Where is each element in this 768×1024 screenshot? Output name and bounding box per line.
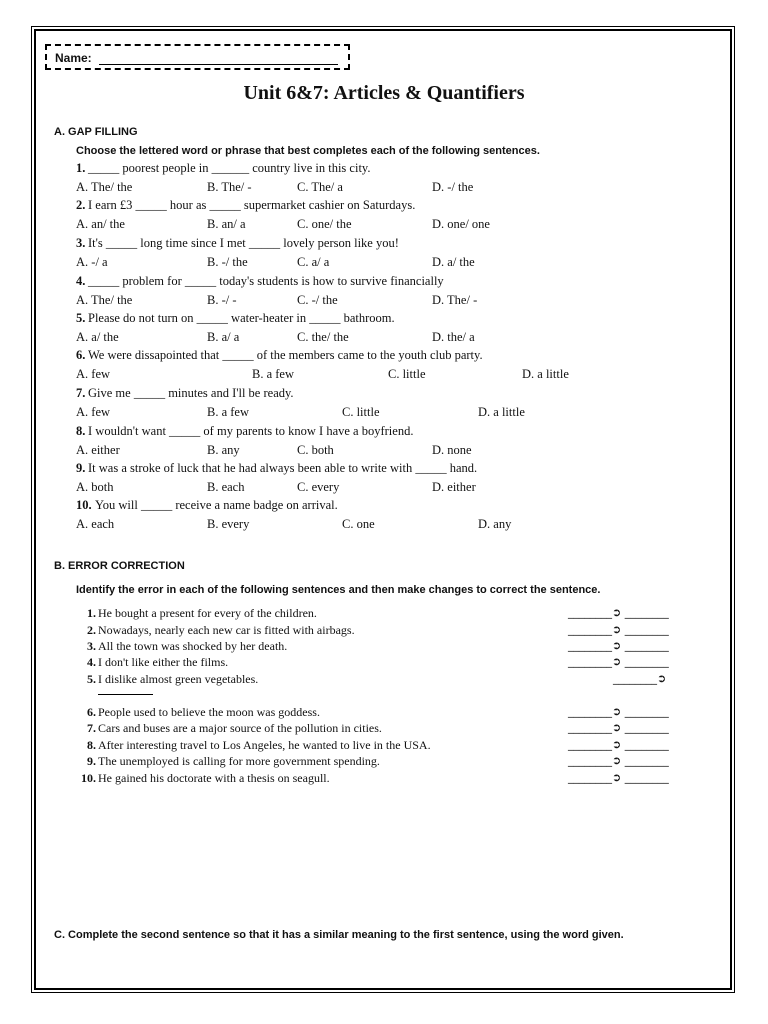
answer-option[interactable]: B. -/ the	[207, 255, 248, 269]
error-item	[78, 655, 698, 671]
error-item	[78, 606, 698, 622]
answer-option[interactable]: C. a/ a	[297, 255, 330, 269]
options-row	[0, 180, 768, 198]
question-text: Please do not turn on _____ water-heater in _____ bathroom.	[88, 311, 395, 325]
error-item	[78, 639, 698, 655]
question-number: 3.	[76, 236, 86, 250]
question-number: 6.	[76, 348, 86, 362]
options-row	[0, 217, 768, 235]
item-number: 10.	[81, 771, 96, 785]
item-number: 9.	[87, 754, 96, 768]
name-field-box[interactable]	[45, 44, 350, 70]
answer-option[interactable]: B. each	[207, 480, 245, 494]
answer-option[interactable]: A. both	[76, 480, 114, 494]
answer-option[interactable]: C. The/ a	[297, 180, 343, 194]
correction-answer-blank[interactable]: ________➲ ________	[568, 738, 669, 751]
name-label: Name:	[55, 51, 92, 65]
error-item	[78, 738, 698, 754]
answer-option[interactable]: D. either	[432, 480, 476, 494]
section-a-instruction: Choose the lettered word or phrase that best completes each of the following sentences.	[76, 145, 540, 157]
answer-option[interactable]: B. any	[207, 443, 240, 457]
answer-option[interactable]: B. a few	[252, 367, 294, 381]
correction-answer-blank[interactable]: ________➲ ________	[568, 606, 669, 619]
answer-option[interactable]: A. The/ the	[76, 293, 133, 307]
item-sentence: People used to believe the moon was goddess.	[98, 705, 320, 719]
question-number: 2.	[76, 198, 86, 212]
question-text: I wouldn't want _____ of my parents to know I have a boyfriend.	[88, 424, 414, 438]
question-row	[0, 348, 768, 366]
answer-option[interactable]: D. one/ one	[432, 217, 490, 231]
options-row	[0, 367, 768, 385]
item-number: 2.	[87, 623, 96, 637]
correction-answer-blank[interactable]: ________➲ ________	[568, 623, 669, 636]
answer-option[interactable]: B. a/ a	[207, 330, 240, 344]
answer-option[interactable]: D. none	[432, 443, 472, 457]
question-number: 8.	[76, 424, 86, 438]
options-row	[0, 255, 768, 273]
correction-answer-blank[interactable]: ________➲ ________	[568, 721, 669, 734]
answer-option[interactable]: B. a few	[207, 405, 249, 419]
options-row	[0, 443, 768, 461]
item-sentence: I don't like either the films.	[98, 655, 229, 669]
correction-answer-blank[interactable]: ________➲ ________	[568, 655, 669, 668]
question-row	[0, 424, 768, 442]
answer-option[interactable]: D. the/ a	[432, 330, 475, 344]
answer-option[interactable]: C. both	[297, 443, 334, 457]
answer-option[interactable]: A. an/ the	[76, 217, 125, 231]
answer-option[interactable]: A. -/ a	[76, 255, 108, 269]
question-text: Give me _____ minutes and I'll be ready.	[88, 386, 294, 400]
answer-option[interactable]: B. every	[207, 517, 250, 531]
error-item	[78, 672, 698, 688]
item-number: 4.	[87, 655, 96, 669]
item-sentence: I dislike almost green vegetables.	[98, 672, 259, 686]
question-row	[0, 274, 768, 292]
correction-answer-blank[interactable]: ________➲ ________	[568, 639, 669, 652]
correction-answer-blank[interactable]: ________➲	[613, 672, 667, 685]
item-sentence: After interesting travel to Los Angeles, he wanted to live in the USA.	[98, 738, 431, 752]
correction-answer-blank[interactable]: ________➲ ________	[568, 705, 669, 718]
item-sentence: The unemployed is calling for more government spending.	[98, 754, 380, 768]
options-row	[0, 293, 768, 311]
answer-option[interactable]: C. little	[388, 367, 426, 381]
answer-option[interactable]: A. few	[76, 405, 111, 419]
question-text: _____ poorest people in ______ country live in this city.	[88, 161, 371, 175]
item-number: 1.	[87, 606, 96, 620]
error-item	[78, 771, 698, 787]
question-row	[0, 236, 768, 254]
question-number: 5.	[76, 311, 86, 325]
page-title: Unit 6&7: Articles & Quantifiers	[243, 82, 525, 104]
question-row	[0, 198, 768, 216]
answer-option[interactable]: D. a/ the	[432, 255, 475, 269]
section-b-instruction: Identify the error in each of the following sentences and then make changes to correct the sentence.	[76, 584, 601, 596]
question-number: 4.	[76, 274, 86, 288]
question-row	[0, 311, 768, 329]
answer-option[interactable]: D. -/ the	[432, 180, 474, 194]
options-row	[0, 480, 768, 498]
question-text: We were dissapointed that _____ of the members came to the youth club party.	[88, 348, 483, 362]
item-number: 8.	[87, 738, 96, 752]
item-sentence: All the town was shocked by her death.	[98, 639, 288, 653]
section-b-heading: B. ERROR CORRECTION	[54, 560, 185, 572]
item-sentence: Nowadays, nearly each new car is fitted with airbags.	[98, 623, 355, 637]
correction-answer-blank[interactable]: ________➲ ________	[568, 754, 669, 767]
answer-option[interactable]: C. one/ the	[297, 217, 352, 231]
question-text: _____ problem for _____ today's students is how to survive financially	[88, 274, 444, 288]
answer-option[interactable]: C. one	[342, 517, 375, 531]
item-sentence: He bought a present for every of the children.	[98, 606, 317, 620]
name-input-line[interactable]	[99, 64, 338, 65]
question-text: You will _____ receive a name badge on arrival.	[95, 498, 338, 512]
answer-option[interactable]: C. every	[297, 480, 340, 494]
error-item	[78, 721, 698, 737]
section-a-heading: A. GAP FILLING	[54, 126, 138, 138]
question-number: 1.	[76, 161, 86, 175]
options-row	[0, 405, 768, 423]
item-number: 7.	[87, 721, 96, 735]
answer-option[interactable]: D. The/ -	[432, 293, 478, 307]
answer-option[interactable]: B. an/ a	[207, 217, 246, 231]
answer-blank-line[interactable]	[98, 694, 153, 695]
question-number: 7.	[76, 386, 86, 400]
item-sentence: He gained his doctorate with a thesis on seagull.	[98, 771, 330, 785]
answer-option[interactable]: C. -/ the	[297, 293, 338, 307]
options-row	[0, 330, 768, 348]
item-number: 5.	[87, 672, 96, 686]
question-number: 9.	[76, 461, 86, 475]
answer-option[interactable]: A. few	[76, 367, 111, 381]
answer-option[interactable]: A. The/ the	[76, 180, 133, 194]
item-sentence: Cars and buses are a major source of the pollution in cities.	[98, 721, 382, 735]
answer-option[interactable]: B. -/ -	[207, 293, 237, 307]
item-number: 6.	[87, 705, 96, 719]
question-text: It's _____ long time since I met _____ lovely person like you!	[88, 236, 399, 250]
error-item	[78, 623, 698, 639]
correction-answer-blank[interactable]: ________➲ ________	[568, 771, 669, 784]
section-c-heading: C. Complete the second sentence so that it has a similar meaning to the first sentence, using the word given.	[54, 929, 624, 941]
question-row	[0, 498, 768, 516]
answer-option[interactable]: A. each	[76, 517, 115, 531]
question-text: I earn £3 _____ hour as _____ supermarket cashier on Saturdays.	[88, 198, 416, 212]
options-row	[0, 517, 768, 535]
question-text: It was a stroke of luck that he had always been able to write with _____ hand.	[88, 461, 478, 475]
question-row	[0, 386, 768, 404]
answer-option[interactable]: C. little	[342, 405, 380, 419]
question-number: 10.	[76, 498, 92, 512]
item-number: 3.	[87, 639, 96, 653]
answer-option[interactable]: A. either	[76, 443, 120, 457]
error-item	[78, 754, 698, 770]
error-item	[78, 705, 698, 721]
answer-option[interactable]: A. a/ the	[76, 330, 119, 344]
answer-option[interactable]: B. The/ -	[207, 180, 252, 194]
question-row	[0, 161, 768, 179]
answer-option[interactable]: D. any	[478, 517, 512, 531]
answer-option[interactable]: D. a little	[478, 405, 525, 419]
answer-option[interactable]: D. a little	[522, 367, 569, 381]
question-row	[0, 461, 768, 479]
answer-option[interactable]: C. the/ the	[297, 330, 349, 344]
